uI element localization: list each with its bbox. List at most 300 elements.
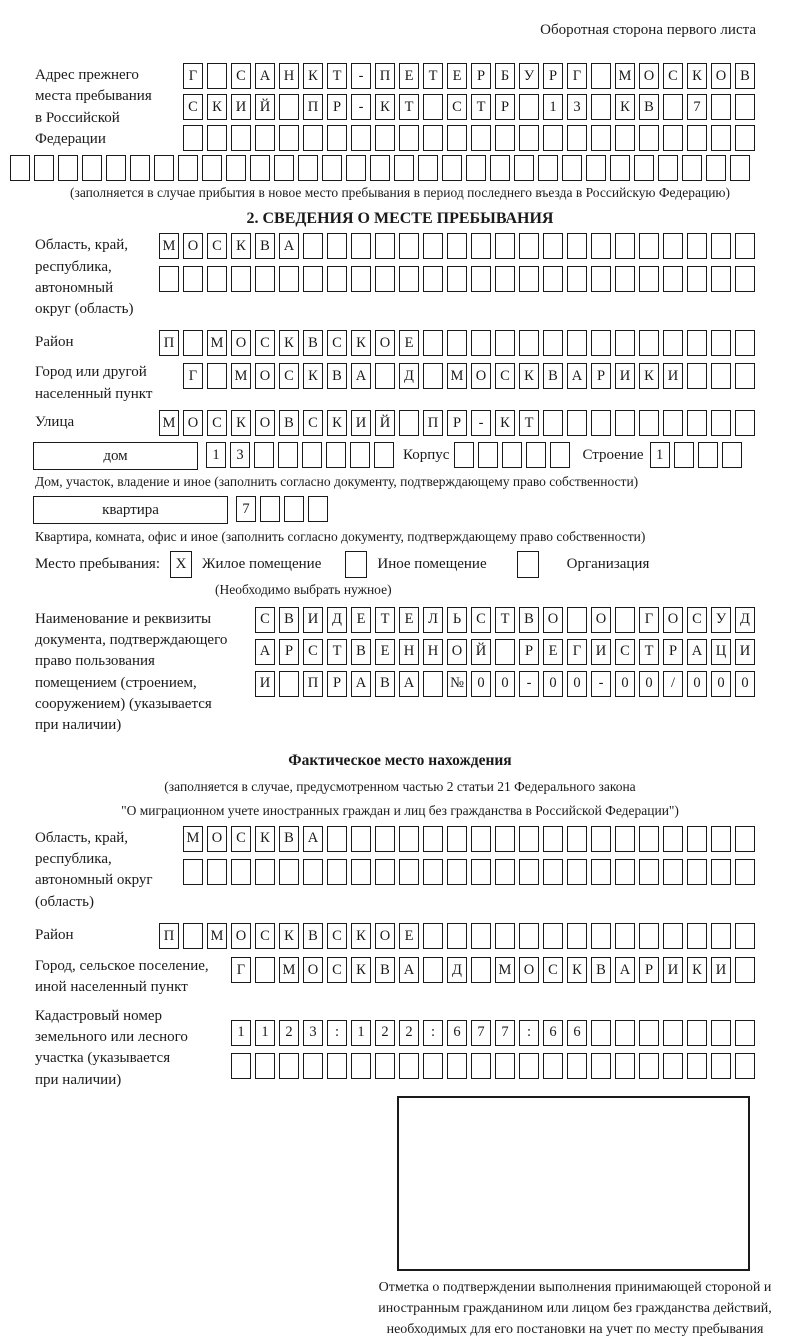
char-cell[interactable] <box>279 266 299 292</box>
char-cell[interactable] <box>591 63 611 89</box>
char-cell[interactable] <box>663 826 683 852</box>
char-cell[interactable] <box>399 233 419 259</box>
char-cell[interactable]: В <box>543 363 563 389</box>
char-cell[interactable] <box>159 266 179 292</box>
char-cell[interactable]: К <box>303 363 323 389</box>
char-cell[interactable] <box>207 63 227 89</box>
char-cell[interactable]: К <box>255 826 275 852</box>
char-cell[interactable] <box>735 826 755 852</box>
char-cell[interactable] <box>591 125 611 151</box>
char-cell[interactable] <box>526 442 546 468</box>
char-cell[interactable] <box>735 266 755 292</box>
char-cell[interactable]: С <box>303 410 323 436</box>
char-cell[interactable]: Р <box>471 63 491 89</box>
char-cell[interactable] <box>639 826 659 852</box>
char-cell[interactable]: П <box>303 671 323 697</box>
char-cell[interactable]: А <box>399 671 419 697</box>
char-cell[interactable] <box>302 442 322 468</box>
char-cell[interactable] <box>591 266 611 292</box>
char-cell[interactable]: Р <box>591 363 611 389</box>
char-cell[interactable]: В <box>519 607 539 633</box>
char-cell[interactable]: Л <box>423 607 443 633</box>
char-cell[interactable] <box>375 826 395 852</box>
char-cell[interactable]: К <box>231 233 251 259</box>
char-cell[interactable] <box>663 94 683 120</box>
char-cell[interactable]: Р <box>639 957 659 983</box>
char-cell[interactable] <box>519 125 539 151</box>
char-cell[interactable] <box>322 155 342 181</box>
char-cell[interactable] <box>735 363 755 389</box>
char-cell[interactable]: Р <box>663 639 683 665</box>
char-cell[interactable] <box>231 859 251 885</box>
char-cell[interactable] <box>519 233 539 259</box>
char-cell[interactable] <box>154 155 174 181</box>
char-cell[interactable] <box>327 859 347 885</box>
char-cell[interactable]: О <box>543 607 563 633</box>
char-cell[interactable] <box>567 607 587 633</box>
char-cell[interactable] <box>615 266 635 292</box>
char-cell[interactable] <box>591 233 611 259</box>
char-cell[interactable] <box>639 923 659 949</box>
char-cell[interactable] <box>550 442 570 468</box>
char-cell[interactable] <box>591 859 611 885</box>
char-cell[interactable]: Н <box>399 639 419 665</box>
char-cell[interactable]: К <box>639 363 659 389</box>
char-cell[interactable] <box>495 125 515 151</box>
char-cell[interactable]: Т <box>639 639 659 665</box>
char-cell[interactable] <box>543 125 563 151</box>
char-cell[interactable] <box>567 826 587 852</box>
char-cell[interactable] <box>543 859 563 885</box>
char-cell[interactable]: О <box>231 923 251 949</box>
char-cell[interactable]: М <box>159 233 179 259</box>
char-cell[interactable] <box>308 496 328 522</box>
char-cell[interactable] <box>615 233 635 259</box>
char-cell[interactable]: М <box>207 330 227 356</box>
char-cell[interactable] <box>375 363 395 389</box>
char-cell[interactable]: В <box>303 923 323 949</box>
char-cell[interactable] <box>687 330 707 356</box>
char-cell[interactable] <box>706 155 726 181</box>
char-cell[interactable] <box>447 266 467 292</box>
char-cell[interactable] <box>423 859 443 885</box>
char-cell[interactable] <box>255 859 275 885</box>
char-cell[interactable]: Д <box>447 957 467 983</box>
char-cell[interactable]: Т <box>423 63 443 89</box>
char-cell[interactable]: М <box>231 363 251 389</box>
char-cell[interactable] <box>615 1053 635 1079</box>
char-cell[interactable] <box>423 233 443 259</box>
char-cell[interactable] <box>687 266 707 292</box>
char-cell[interactable]: О <box>639 63 659 89</box>
char-cell[interactable] <box>543 266 563 292</box>
char-cell[interactable] <box>399 266 419 292</box>
char-cell[interactable] <box>442 155 462 181</box>
char-cell[interactable] <box>423 923 443 949</box>
char-cell[interactable] <box>722 442 742 468</box>
char-cell[interactable] <box>183 923 203 949</box>
char-cell[interactable] <box>207 266 227 292</box>
char-cell[interactable] <box>447 826 467 852</box>
char-cell[interactable] <box>183 125 203 151</box>
char-cell[interactable]: Т <box>519 410 539 436</box>
char-cell[interactable]: К <box>303 63 323 89</box>
char-cell[interactable] <box>423 1053 443 1079</box>
char-cell[interactable]: С <box>255 923 275 949</box>
char-cell[interactable] <box>519 1053 539 1079</box>
char-cell[interactable]: Ц <box>711 639 731 665</box>
char-cell[interactable]: И <box>303 607 323 633</box>
char-cell[interactable] <box>711 826 731 852</box>
char-cell[interactable]: О <box>447 639 467 665</box>
char-cell[interactable] <box>346 155 366 181</box>
char-cell[interactable] <box>543 826 563 852</box>
char-cell[interactable] <box>471 859 491 885</box>
char-cell[interactable] <box>58 155 78 181</box>
char-cell[interactable] <box>466 155 486 181</box>
char-cell[interactable] <box>543 410 563 436</box>
char-cell[interactable]: - <box>471 410 491 436</box>
char-cell[interactable] <box>423 826 443 852</box>
char-cell[interactable] <box>663 1053 683 1079</box>
char-cell[interactable] <box>687 233 707 259</box>
char-cell[interactable]: - <box>351 63 371 89</box>
char-cell[interactable] <box>615 859 635 885</box>
char-cell[interactable] <box>735 1053 755 1079</box>
char-cell[interactable]: 0 <box>687 671 707 697</box>
char-cell[interactable]: 6 <box>543 1020 563 1046</box>
char-cell[interactable]: Е <box>447 63 467 89</box>
char-cell[interactable]: К <box>231 410 251 436</box>
char-cell[interactable] <box>735 94 755 120</box>
char-cell[interactable] <box>399 1053 419 1079</box>
char-cell[interactable] <box>447 125 467 151</box>
char-cell[interactable] <box>279 1053 299 1079</box>
char-cell[interactable] <box>231 266 251 292</box>
char-cell[interactable] <box>639 266 659 292</box>
char-cell[interactable]: П <box>375 63 395 89</box>
char-cell[interactable]: С <box>495 363 515 389</box>
char-cell[interactable] <box>471 266 491 292</box>
char-cell[interactable]: К <box>495 410 515 436</box>
char-cell[interactable] <box>284 496 304 522</box>
char-cell[interactable]: Г <box>567 639 587 665</box>
char-cell[interactable] <box>207 363 227 389</box>
char-cell[interactable] <box>423 363 443 389</box>
char-cell[interactable] <box>279 859 299 885</box>
char-cell[interactable] <box>711 233 731 259</box>
char-cell[interactable]: Р <box>327 94 347 120</box>
char-cell[interactable]: Т <box>495 607 515 633</box>
char-cell[interactable]: О <box>519 957 539 983</box>
char-cell[interactable]: О <box>183 410 203 436</box>
char-cell[interactable] <box>519 266 539 292</box>
char-cell[interactable] <box>260 496 280 522</box>
char-cell[interactable] <box>615 923 635 949</box>
char-cell[interactable]: 3 <box>303 1020 323 1046</box>
char-cell[interactable] <box>274 155 294 181</box>
char-cell[interactable]: И <box>231 94 251 120</box>
char-cell[interactable] <box>327 233 347 259</box>
char-cell[interactable] <box>303 266 323 292</box>
char-cell[interactable] <box>735 957 755 983</box>
char-cell[interactable]: В <box>279 826 299 852</box>
char-cell[interactable]: И <box>711 957 731 983</box>
char-cell[interactable] <box>351 266 371 292</box>
char-cell[interactable]: Е <box>399 607 419 633</box>
char-cell[interactable] <box>250 155 270 181</box>
char-cell[interactable] <box>82 155 102 181</box>
char-cell[interactable]: И <box>615 363 635 389</box>
char-cell[interactable]: М <box>495 957 515 983</box>
char-cell[interactable] <box>639 330 659 356</box>
char-cell[interactable] <box>519 330 539 356</box>
char-cell[interactable]: В <box>735 63 755 89</box>
char-cell[interactable] <box>735 410 755 436</box>
char-cell[interactable] <box>639 859 659 885</box>
char-cell[interactable]: К <box>687 63 707 89</box>
char-cell[interactable] <box>106 155 126 181</box>
char-cell[interactable] <box>471 923 491 949</box>
char-cell[interactable] <box>423 266 443 292</box>
char-cell[interactable] <box>231 125 251 151</box>
char-cell[interactable]: 0 <box>735 671 755 697</box>
char-cell[interactable] <box>682 155 702 181</box>
char-cell[interactable] <box>711 859 731 885</box>
char-cell[interactable]: : <box>327 1020 347 1046</box>
char-cell[interactable]: К <box>519 363 539 389</box>
char-cell[interactable] <box>711 266 731 292</box>
char-cell[interactable] <box>567 330 587 356</box>
char-cell[interactable]: Д <box>327 607 347 633</box>
char-cell[interactable]: Г <box>567 63 587 89</box>
char-cell[interactable]: Т <box>399 94 419 120</box>
char-cell[interactable]: С <box>687 607 707 633</box>
char-cell[interactable]: Г <box>183 63 203 89</box>
char-cell[interactable] <box>255 957 275 983</box>
char-cell[interactable] <box>634 155 654 181</box>
char-cell[interactable]: О <box>183 233 203 259</box>
char-cell[interactable] <box>543 330 563 356</box>
char-cell[interactable]: А <box>255 639 275 665</box>
char-cell[interactable]: О <box>255 363 275 389</box>
char-cell[interactable]: М <box>615 63 635 89</box>
char-cell[interactable]: В <box>279 607 299 633</box>
char-cell[interactable] <box>586 155 606 181</box>
checkbox-residential[interactable]: X <box>170 551 192 578</box>
char-cell[interactable] <box>255 266 275 292</box>
char-cell[interactable]: И <box>351 410 371 436</box>
char-cell[interactable]: 7 <box>687 94 707 120</box>
char-cell[interactable] <box>519 923 539 949</box>
char-cell[interactable] <box>735 233 755 259</box>
char-cell[interactable]: П <box>159 330 179 356</box>
char-cell[interactable]: А <box>399 957 419 983</box>
char-cell[interactable]: 2 <box>399 1020 419 1046</box>
char-cell[interactable] <box>327 1053 347 1079</box>
char-cell[interactable] <box>478 442 498 468</box>
char-cell[interactable]: В <box>351 639 371 665</box>
char-cell[interactable] <box>610 155 630 181</box>
char-cell[interactable]: Д <box>735 607 755 633</box>
char-cell[interactable] <box>375 1053 395 1079</box>
char-cell[interactable] <box>639 233 659 259</box>
char-cell[interactable]: Е <box>375 639 395 665</box>
char-cell[interactable]: 0 <box>567 671 587 697</box>
char-cell[interactable] <box>303 1053 323 1079</box>
char-cell[interactable] <box>663 330 683 356</box>
char-cell[interactable] <box>202 155 222 181</box>
char-cell[interactable] <box>735 859 755 885</box>
char-cell[interactable]: О <box>375 923 395 949</box>
char-cell[interactable]: О <box>663 607 683 633</box>
char-cell[interactable]: К <box>327 410 347 436</box>
char-cell[interactable]: Н <box>279 63 299 89</box>
char-cell[interactable] <box>279 125 299 151</box>
char-cell[interactable]: А <box>687 639 707 665</box>
char-cell[interactable] <box>351 233 371 259</box>
char-cell[interactable]: С <box>255 607 275 633</box>
checkbox-other-premises[interactable] <box>345 551 367 578</box>
char-cell[interactable] <box>711 94 731 120</box>
char-cell[interactable] <box>687 125 707 151</box>
char-cell[interactable] <box>447 1053 467 1079</box>
char-cell[interactable]: Р <box>495 94 515 120</box>
char-cell[interactable]: С <box>207 410 227 436</box>
char-cell[interactable] <box>711 1053 731 1079</box>
char-cell[interactable]: Г <box>639 607 659 633</box>
char-cell[interactable] <box>687 410 707 436</box>
char-cell[interactable] <box>674 442 694 468</box>
char-cell[interactable]: В <box>255 233 275 259</box>
char-cell[interactable]: 0 <box>711 671 731 697</box>
char-cell[interactable] <box>279 671 299 697</box>
char-cell[interactable] <box>254 442 274 468</box>
char-cell[interactable] <box>567 125 587 151</box>
char-cell[interactable]: О <box>591 607 611 633</box>
char-cell[interactable]: Т <box>327 63 347 89</box>
char-cell[interactable]: Е <box>399 330 419 356</box>
char-cell[interactable]: С <box>207 233 227 259</box>
char-cell[interactable]: С <box>327 923 347 949</box>
char-cell[interactable] <box>423 94 443 120</box>
char-cell[interactable] <box>615 607 635 633</box>
char-cell[interactable] <box>226 155 246 181</box>
char-cell[interactable] <box>687 923 707 949</box>
char-cell[interactable]: П <box>423 410 443 436</box>
char-cell[interactable]: - <box>351 94 371 120</box>
char-cell[interactable]: К <box>615 94 635 120</box>
char-cell[interactable]: А <box>279 233 299 259</box>
char-cell[interactable] <box>663 125 683 151</box>
char-cell[interactable] <box>327 125 347 151</box>
char-cell[interactable] <box>375 233 395 259</box>
char-cell[interactable] <box>303 125 323 151</box>
char-cell[interactable] <box>711 330 731 356</box>
char-cell[interactable] <box>351 1053 371 1079</box>
char-cell[interactable]: Д <box>399 363 419 389</box>
char-cell[interactable] <box>303 859 323 885</box>
char-cell[interactable] <box>567 233 587 259</box>
char-cell[interactable]: И <box>255 671 275 697</box>
char-cell[interactable]: М <box>279 957 299 983</box>
char-cell[interactable]: К <box>687 957 707 983</box>
char-cell[interactable] <box>639 1053 659 1079</box>
char-cell[interactable] <box>663 923 683 949</box>
char-cell[interactable] <box>663 859 683 885</box>
char-cell[interactable]: К <box>279 330 299 356</box>
char-cell[interactable] <box>495 266 515 292</box>
char-cell[interactable] <box>399 125 419 151</box>
char-cell[interactable] <box>471 1053 491 1079</box>
char-cell[interactable] <box>183 266 203 292</box>
char-cell[interactable] <box>698 442 718 468</box>
char-cell[interactable] <box>639 410 659 436</box>
char-cell[interactable] <box>495 639 515 665</box>
char-cell[interactable] <box>591 94 611 120</box>
char-cell[interactable]: Г <box>183 363 203 389</box>
char-cell[interactable] <box>519 859 539 885</box>
char-cell[interactable]: 1 <box>206 442 226 468</box>
char-cell[interactable] <box>615 125 635 151</box>
char-cell[interactable] <box>351 826 371 852</box>
char-cell[interactable]: 3 <box>230 442 250 468</box>
char-cell[interactable]: В <box>375 957 395 983</box>
char-cell[interactable]: Й <box>471 639 491 665</box>
char-cell[interactable] <box>495 1053 515 1079</box>
char-cell[interactable]: И <box>591 639 611 665</box>
char-cell[interactable]: Е <box>399 923 419 949</box>
char-cell[interactable]: О <box>471 363 491 389</box>
char-cell[interactable] <box>543 923 563 949</box>
char-cell[interactable] <box>327 826 347 852</box>
char-cell[interactable] <box>543 233 563 259</box>
char-cell[interactable]: Ь <box>447 607 467 633</box>
char-cell[interactable] <box>183 330 203 356</box>
char-cell[interactable]: С <box>303 639 323 665</box>
char-cell[interactable]: С <box>183 94 203 120</box>
char-cell[interactable] <box>567 923 587 949</box>
char-cell[interactable]: 1 <box>231 1020 251 1046</box>
char-cell[interactable]: 1 <box>255 1020 275 1046</box>
char-cell[interactable]: Е <box>543 639 563 665</box>
char-cell[interactable] <box>495 330 515 356</box>
char-cell[interactable] <box>471 330 491 356</box>
char-cell[interactable] <box>663 233 683 259</box>
char-cell[interactable]: К <box>567 957 587 983</box>
char-cell[interactable]: П <box>303 94 323 120</box>
char-cell[interactable]: К <box>351 957 371 983</box>
char-cell[interactable] <box>231 1053 251 1079</box>
char-cell[interactable] <box>591 826 611 852</box>
char-cell[interactable] <box>351 125 371 151</box>
char-cell[interactable] <box>711 923 731 949</box>
char-cell[interactable]: С <box>255 330 275 356</box>
char-cell[interactable] <box>447 923 467 949</box>
char-cell[interactable] <box>279 94 299 120</box>
char-cell[interactable] <box>423 671 443 697</box>
char-cell[interactable]: И <box>735 639 755 665</box>
char-cell[interactable]: 0 <box>471 671 491 697</box>
char-cell[interactable] <box>735 923 755 949</box>
char-cell[interactable] <box>447 233 467 259</box>
char-cell[interactable]: П <box>159 923 179 949</box>
char-cell[interactable]: А <box>303 826 323 852</box>
char-cell[interactable]: С <box>327 330 347 356</box>
char-cell[interactable]: - <box>591 671 611 697</box>
char-cell[interactable] <box>519 94 539 120</box>
char-cell[interactable] <box>183 859 203 885</box>
